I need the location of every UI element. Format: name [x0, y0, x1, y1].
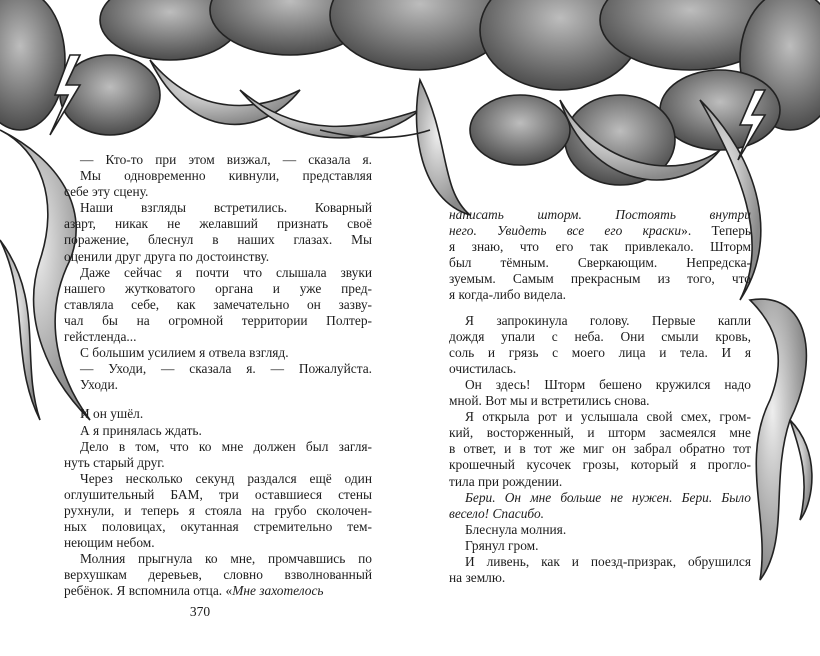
text-line [449, 425, 751, 441]
italic-text: написать шторм. Постоять внутри [449, 207, 751, 222]
text-segment: ных половицах, окутанная стремительно тем- [64, 519, 372, 535]
text-line [64, 519, 372, 535]
italic-text: Мне захотелось [232, 583, 324, 599]
text-segment: Блеснула молния. [465, 521, 567, 537]
text-segment: чал бы на огромной территории Полтер- [64, 312, 372, 328]
text-segment: азарт, никак не желавший признать своё [64, 216, 372, 232]
text-line [64, 377, 372, 393]
text-line [449, 377, 751, 393]
text-line [64, 329, 372, 345]
text-line [449, 474, 751, 490]
text-segment: крошечный кусочек грозы, который я прогло- [449, 457, 751, 473]
text-line [64, 216, 372, 232]
page-number: 370 [189, 604, 211, 619]
text-segment: ». Теперь [681, 223, 751, 239]
text-segment: И ливень, как и поезд-призрак, обрушился [465, 553, 751, 569]
text-line [449, 313, 751, 329]
text-line [64, 184, 372, 200]
text-line [449, 506, 751, 522]
text-segment: Через несколько секунд раздался ещё один [80, 470, 372, 486]
italic-text: него. Увидеть все его краски [449, 223, 682, 239]
text-segment: ребёнок. Я вспомнила отца. « [64, 583, 233, 599]
text-line [64, 503, 372, 519]
text-segment: Я открыла рот и услышала свой смех, гром- [465, 409, 751, 425]
italic-text: Бери. Он мне больше не нужен. Бери. Было [465, 489, 751, 505]
text-line [449, 554, 751, 570]
text-segment: А я принялась ждать. [80, 422, 202, 438]
text-line [64, 297, 372, 313]
text-line [449, 361, 751, 377]
text-line [449, 207, 751, 223]
paragraph-gap [449, 304, 751, 313]
text-line [449, 345, 751, 361]
text-segment: был тёмным. Сверкающим. Непредска- [449, 255, 751, 271]
text-line [64, 423, 372, 439]
text-line [64, 439, 372, 455]
text-segment: Он здесь! Шторм бешено кружился надо [465, 376, 751, 392]
text-segment: очистилась. [449, 360, 517, 376]
text-line [64, 471, 372, 487]
text-line [449, 329, 751, 345]
text-segment: оглушительный БАМ, три оставшиеся стены [64, 486, 372, 502]
text-segment: себе эту сцену. [64, 184, 149, 200]
text-line [64, 281, 372, 297]
text-segment: С большим усилием я отвела взгляд. [80, 345, 289, 361]
text-line [64, 168, 372, 184]
text-segment: Молния прыгнула ко мне, промчавшись по [80, 551, 372, 567]
text-line [64, 583, 372, 599]
left-page-text [64, 152, 372, 600]
text-segment: ставляла себе, как замечательно он зазву- [64, 296, 372, 312]
text-segment: рухнули, и теперь я стояла на грубо сколочен- [64, 502, 372, 518]
text-line [64, 345, 372, 361]
text-line [64, 455, 372, 471]
text-segment: верхушкам деревьев, словно взволнованный [64, 567, 372, 583]
text-segment: Дело в том, что ко мне должен был загля- [80, 438, 372, 454]
text-segment: на землю. [449, 570, 506, 586]
text-line [64, 200, 372, 216]
text-line [449, 255, 751, 271]
text-segment: — Кто-то при этом визжал, — сказала я. [80, 152, 372, 167]
text-segment: оценили друг друга по достоинству. [64, 248, 270, 264]
text-segment: я когда-либо видела. [449, 287, 566, 303]
text-line [64, 265, 372, 281]
text-line [449, 271, 751, 287]
right-page-text [449, 207, 751, 586]
text-segment: я знаю, что его так привлекало. Шторм [449, 239, 751, 255]
text-line [449, 490, 751, 506]
text-segment: тила при рождении. [449, 473, 563, 489]
text-line [449, 538, 751, 554]
text-segment: дождя упали с неба. Они смыли кровь, [449, 328, 751, 344]
text-segment: неющим небом. [64, 535, 155, 551]
text-line [449, 441, 751, 457]
text-segment: И он ушёл. [80, 406, 144, 422]
text-segment: Даже сейчас я почти что слышала звуки [80, 264, 372, 280]
italic-text: весело! Спасибо. [449, 505, 545, 521]
paragraph-gap [64, 393, 372, 406]
text-segment: нашего жутковатого органа и уже пред- [64, 280, 372, 296]
text-segment: Мы одновременно кивнули, представляя [80, 168, 372, 184]
text-segment: Я запрокинула голову. Первые капли [465, 312, 751, 328]
text-line [64, 313, 372, 329]
text-line [449, 223, 751, 239]
text-line [64, 551, 372, 567]
text-segment: кий, восторженный, и шторм засмеялся мне [449, 425, 751, 441]
text-line [64, 535, 372, 551]
text-line [449, 287, 751, 303]
text-segment: зуемым. Самым прекрасным из того, что [449, 271, 751, 287]
text-line [449, 409, 751, 425]
text-line [64, 406, 372, 422]
text-line [449, 522, 751, 538]
text-segment: нуть старый друг. [64, 454, 165, 470]
text-segment: мной. Вот мы и встретились снова. [449, 393, 650, 409]
text-line [449, 570, 751, 586]
text-line [64, 567, 372, 583]
text-segment: поражение, блеснул в наших глазах. Мы [64, 232, 372, 248]
text-segment: соль и грязь с моего лица и тела. И я [449, 344, 751, 360]
text-segment: Грянул гром. [465, 537, 539, 553]
text-line [64, 152, 372, 168]
text-segment: — Уходи, — сказала я. — Пожалуйста. [80, 361, 372, 377]
text-line [64, 249, 372, 265]
text-segment: Наши взгляды встретились. Коварный [80, 200, 372, 216]
text-line [64, 361, 372, 377]
text-line [449, 457, 751, 473]
text-line [64, 232, 372, 248]
text-line [449, 393, 751, 409]
text-segment: в ответ, и в тот же миг он забрал обратно тот [449, 441, 751, 457]
text-segment: гейстленда... [64, 329, 137, 345]
text-segment: Уходи. [80, 377, 118, 393]
text-line [449, 239, 751, 255]
text-line [64, 487, 372, 503]
